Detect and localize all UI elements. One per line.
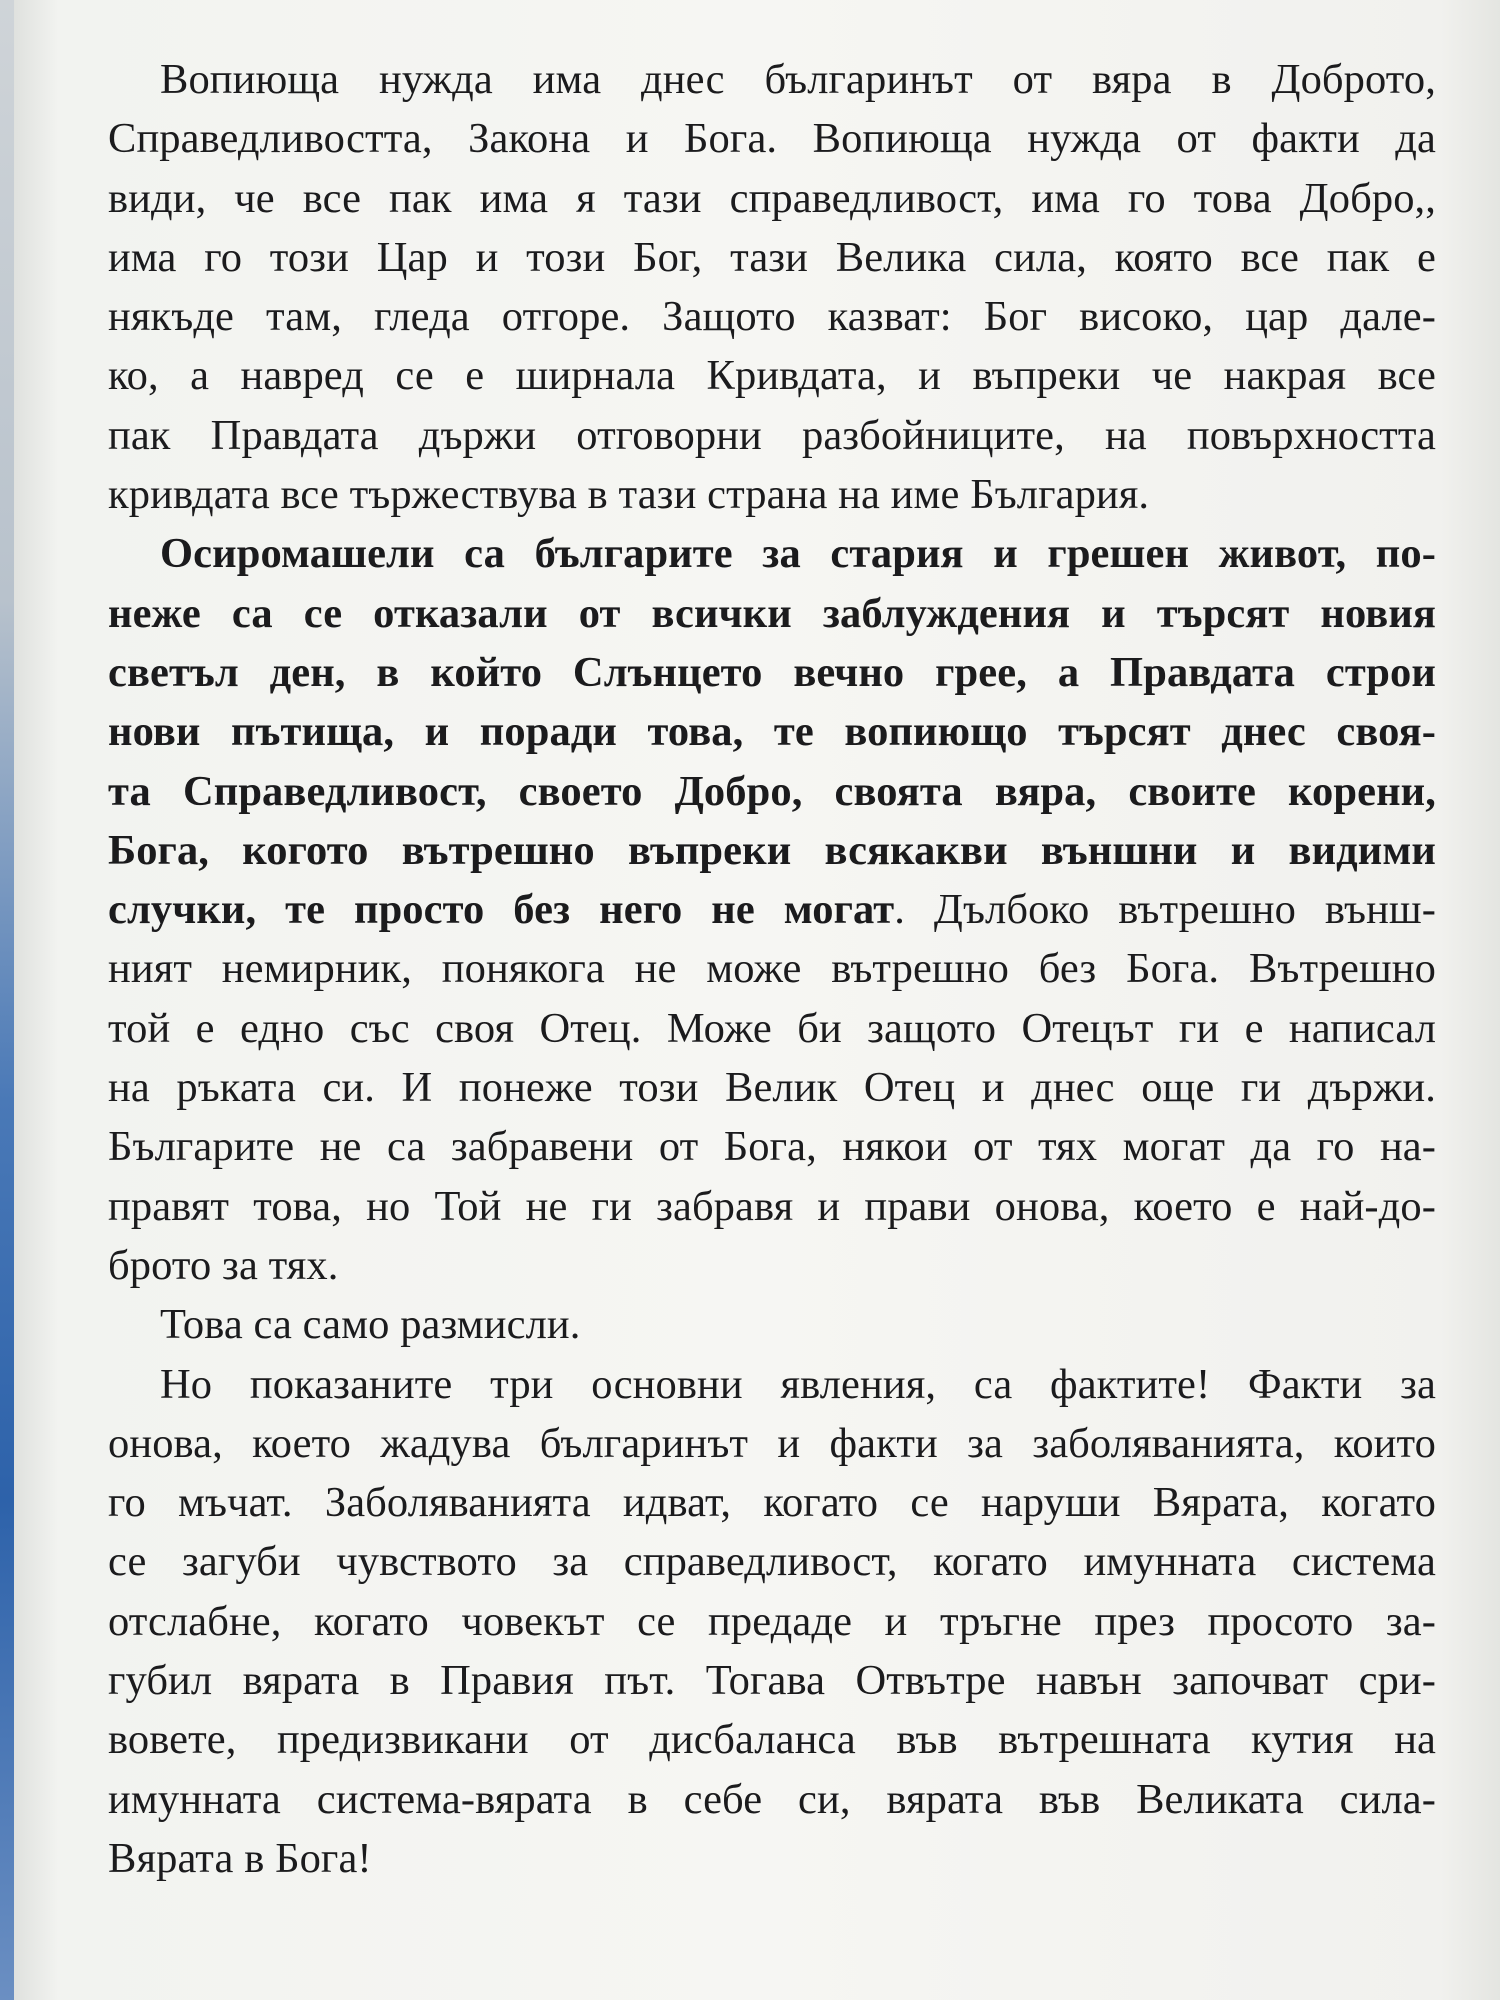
text-line: той е едно със своя Отец. Може би защото Отецът ги е написал [108,1004,1436,1052]
text-line [108,880,1436,939]
text-line: види, че все пак има я тази справедливост, има го това Добро,, [108,174,1436,222]
text-segment: . Дълбоко вътрешно външ- [894,886,1436,934]
bold-text-segment: случки, те просто без него не могат [108,886,895,934]
text-line: светъл ден, в който Слънцето вечно грее, а Правдата строи [108,648,1436,696]
text-line: Българите не са забравени от Бога, някои от тях могат да го на- [108,1123,1436,1171]
paragraph [108,524,1436,1295]
text-line: та Справедливост, своето Добро, своята вяра, своите корени, [108,767,1436,815]
text-line: се загуби чувството за справедливост, когато имунната система [108,1538,1436,1586]
page-text [108,50,1436,1888]
text-line: го мъчат. Заболяванията идват, когато се наруши Вярата, когато [108,1479,1436,1527]
text-line: Вярата в Бога! [108,1834,372,1882]
text-line: Бога, когото вътрешно въпреки всякакви външни и видими [108,826,1436,874]
paragraph [108,1355,1436,1889]
text-line: Осиромашели са българите за стария и грешен живот, по- [160,530,1436,578]
text-line: нови пътища, и поради това, те вопиющо търсят днес своя- [108,708,1436,756]
book-spine-edge [0,0,14,2000]
text-line: Това са само размисли. [160,1301,581,1349]
text-line: отслабне, когато човекът се предаде и тръгне през просото за- [108,1597,1436,1645]
text-line: неже са се отказали от всички заблуждения и търсят новия [108,589,1436,637]
text-line: има го този Цар и този Бог, тази Велика сила, която все пак е [108,233,1436,281]
text-line: брото за тях. [108,1241,339,1289]
text-line: имунната система-вярата в себе си, вярата във Великата сила- [108,1775,1436,1823]
text-line: ният немирник, понякога не може вътрешно без Бога. Вътрешно [108,945,1436,993]
text-line: Справедливостта, Закона и Бога. Вопиюща нужда от факти да [108,115,1436,163]
paragraph [108,50,1436,524]
text-line: губил вярата в Правия път. Тогава Отвътре навън започват сри- [108,1657,1436,1705]
text-line: кривдата все тържествува в тази страна на име България. [108,471,1150,519]
text-line: пак Правдата държи отговорни разбойниците, на повърхността [108,411,1436,459]
book-page [14,0,1500,2000]
text-line: онова, което жадува българинът и факти за заболяванията, които [108,1419,1436,1467]
text-line: Но показаните три основни явления, са фактите! Факти за [160,1360,1436,1408]
text-line: ко, а навред се е ширнала Кривдата, и въпреки че накрая все [108,352,1436,400]
text-line: някъде там, гледа отгоре. Защото казват: Бог високо, цар дале- [108,293,1436,341]
text-line: правят това, но Той не ги забравя и прави онова, което е най-до- [108,1182,1436,1230]
text-line: вовете, предизвикани от дисбаланса във вътрешната кутия на [108,1716,1436,1764]
text-line: Вопиюща нужда има днес българинът от вяра в Доброто, [160,56,1436,103]
text-line: на ръката си. И понеже този Велик Отец и днес още ги държи. [108,1064,1436,1112]
paragraph [108,1295,1436,1354]
